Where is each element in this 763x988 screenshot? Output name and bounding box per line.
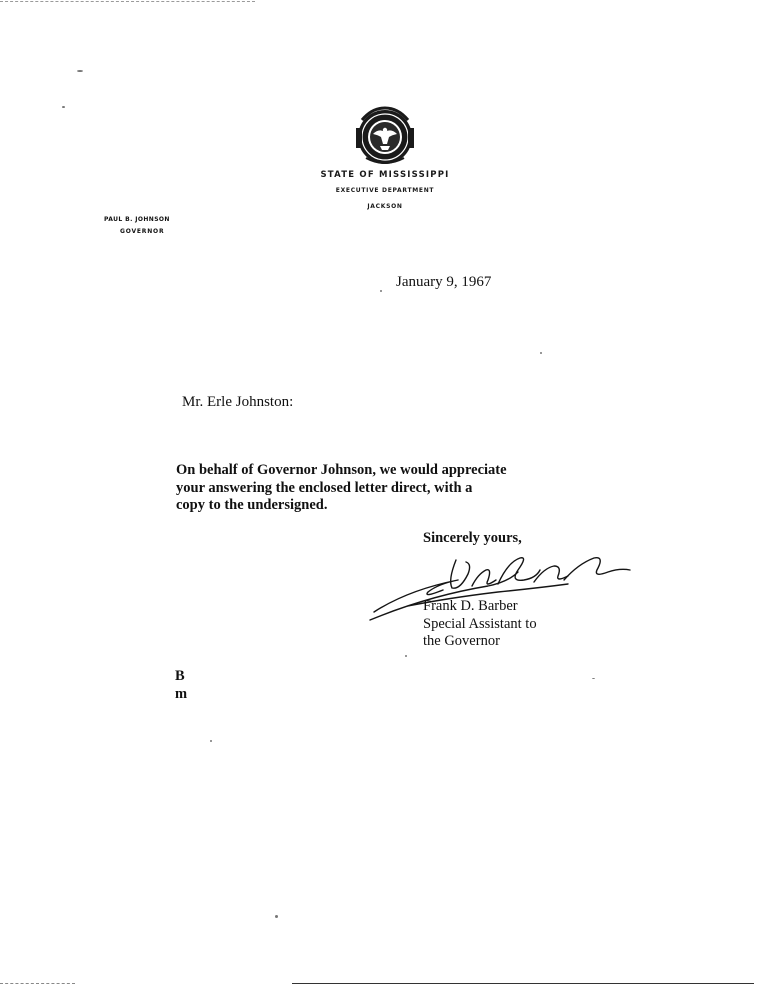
letter-body <box>176 462 596 515</box>
scan-speck <box>77 70 83 72</box>
salutation: Mr. Erle Johnston: <box>182 394 294 410</box>
top-scan-edge <box>0 1 255 2</box>
letterhead-city: JACKSON <box>367 203 403 210</box>
signer-name: Frank D. Barber <box>423 598 518 614</box>
scan-speck <box>405 655 407 657</box>
signer-title-line: Special Assistant to <box>423 615 537 632</box>
bottom-scan-edge <box>0 983 75 984</box>
scan-speck <box>210 740 212 742</box>
scan-speck <box>62 106 65 108</box>
initial-line: m <box>175 686 188 702</box>
body-line: On behalf of Governor Johnson, we would appreciate <box>176 462 507 478</box>
letterhead-department: EXECUTIVE DEPARTMENT <box>335 187 435 194</box>
letterhead-state: STATE OF MISSISSIPPI <box>320 170 450 180</box>
state-seal-icon <box>352 106 418 166</box>
scan-speck <box>380 290 382 292</box>
bottom-rule <box>292 983 754 984</box>
scan-speck <box>540 352 542 354</box>
signer-title-line: the Governor <box>423 633 500 649</box>
governor-name: PAUL B. JOHNSON <box>104 216 170 223</box>
body-line: copy to the undersigned. <box>176 497 328 513</box>
governor-title: GOVERNOR <box>120 228 165 235</box>
signer-block <box>423 598 537 651</box>
initial-line: B <box>175 668 185 684</box>
closing: Sincerely yours, <box>423 530 522 546</box>
scan-speck <box>275 915 278 918</box>
letter-date: January 9, 1967 <box>396 274 492 290</box>
scan-speck <box>592 678 595 679</box>
typist-initials <box>175 667 187 703</box>
body-line: your answering the enclosed letter direct, with a <box>176 479 473 496</box>
